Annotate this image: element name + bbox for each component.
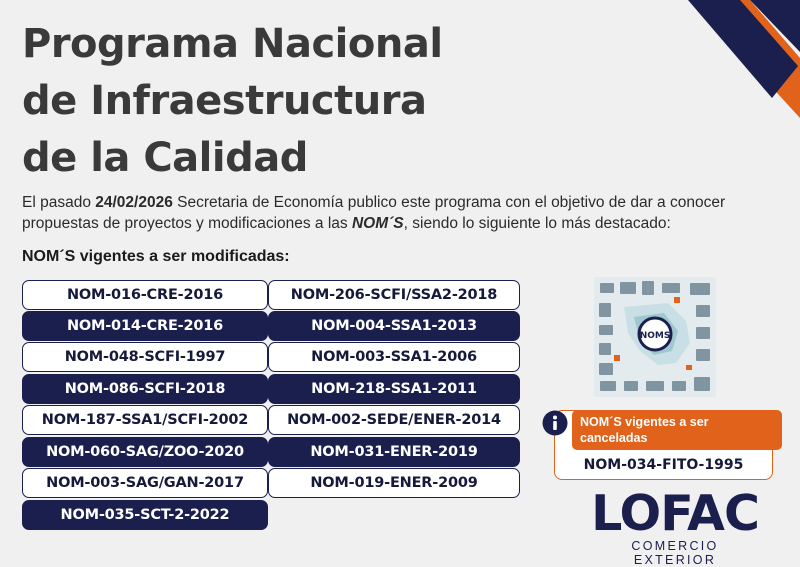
nom-item: NOM-035-SCT-2-2022 — [22, 500, 268, 530]
nom-item: NOM-187-SSA1/SCFI-2002 — [22, 405, 268, 435]
title-line: de la Calidad — [22, 135, 308, 181]
intro-text: , siendo lo siguiente lo más destacado: — [403, 215, 671, 232]
intro-text: El pasado — [22, 194, 96, 211]
noms-emphasis: NOM´S — [351, 215, 404, 232]
nom-item: NOM-003-SSA1-2006 — [268, 342, 520, 372]
nom-item: NOM-218-SSA1-2011 — [268, 374, 520, 404]
nom-item: NOM-031-ENER-2019 — [268, 437, 520, 467]
page-title — [22, 16, 443, 187]
brand-logo: LOFAC — [591, 485, 759, 542]
info-icon — [542, 410, 568, 436]
intro-text: Secretaria de Economía publico este programa con el objetivo de dar a conocer propuestas de proyectos y modificaciones a las — [22, 194, 726, 232]
corner-decoration — [640, 0, 800, 160]
nom-item: NOM-086-SCFI-2018 — [22, 374, 268, 404]
nom-item: NOM-060-SAG/ZOO-2020 — [22, 437, 268, 467]
nom-item: NOM-048-SCFI-1997 — [22, 342, 268, 372]
intro-paragraph — [22, 192, 762, 234]
canceled-heading-line: NOM´S vigentes a ser — [580, 415, 709, 429]
nom-item: NOM-014-CRE-2016 — [22, 311, 268, 341]
canceled-heading-line: canceladas — [580, 431, 648, 445]
nom-item: NOM-004-SSA1-2013 — [268, 311, 520, 341]
canceled-heading — [572, 410, 782, 450]
brand-tagline: COMERCIO EXTERIOR — [631, 539, 719, 567]
noms-illustration — [594, 277, 716, 397]
title-line: Programa Nacional — [22, 21, 443, 67]
nom-item: NOM-002-SEDE/ENER-2014 — [268, 405, 520, 435]
illustration-label: NOMS — [639, 331, 671, 341]
nom-item: NOM-206-SCFI/SSA2-2018 — [268, 280, 520, 310]
publication-date: 24/02/2026 — [95, 194, 173, 211]
nom-item: NOM-016-CRE-2016 — [22, 280, 268, 310]
nom-item: NOM-003-SAG/GAN-2017 — [22, 468, 268, 498]
canceled-nom-item: NOM-034-FITO-1995 — [583, 457, 744, 473]
nom-item: NOM-019-ENER-2009 — [268, 468, 520, 498]
title-line: de Infraestructura — [22, 78, 427, 124]
modified-heading: NOM´S vigentes a ser modificadas: — [22, 248, 290, 265]
